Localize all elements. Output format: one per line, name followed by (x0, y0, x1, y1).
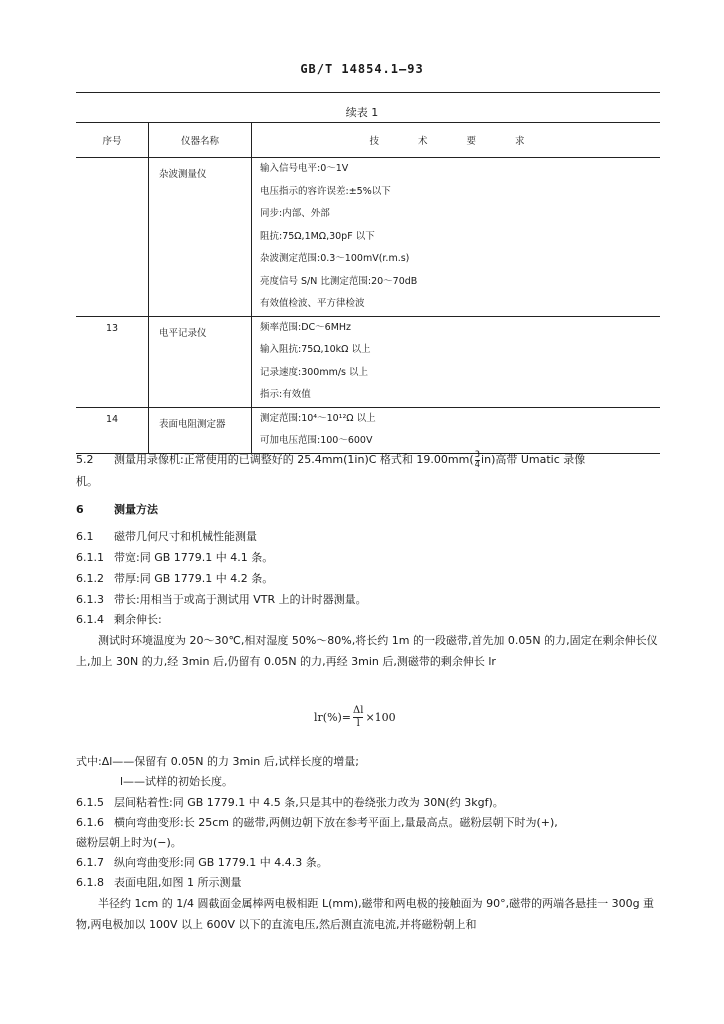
requirement-line: 输入阻抗:75Ω,10kΩ 以上 (260, 344, 371, 355)
header-rule (76, 92, 660, 93)
section-6-1-7: 6.1.7 纵向弯曲变形:同 GB 1779.1 中 4.4.3 条。 (76, 856, 328, 869)
requirement-line: 输入信号电平:0～1V (260, 163, 349, 174)
section-6-1-8-paragraph: 半径约 1cm 的 1/4 圆截面金属棒两电极相距 L(mm),磁带和两电极的接触面为 90°,磁带的两端各悬挂一 300g 重物,两电极加以 100V 以上 600V 以下的直流电压,然后测直流电流,并将磁粉朝上和 (76, 897, 655, 931)
row-no: 13 (76, 316, 149, 407)
requirement-line: 测定范围:10⁴～10¹²Ω 以上 (260, 412, 376, 424)
requirement-line: 电压指示的容许误差:±5%以下 (260, 185, 391, 197)
col-header-no: 序号 (76, 123, 149, 158)
requirement-line: 频率范围:DC～6MHz (260, 321, 352, 333)
paragraph-5-2-cont: 机。 (76, 475, 98, 488)
section-6-1-heading: 6.1 磁带几何尺寸和机械性能测量 (76, 530, 257, 543)
table-header-row (76, 123, 660, 158)
section-6-1-2: 6.1.2 带厚:同 GB 1779.1 中 4.2 条。 (76, 572, 274, 585)
section-6-1-8: 6.1.8 表面电阻,如图 1 所示测量 (76, 876, 242, 889)
spec-table (76, 122, 660, 454)
requirement-line: 杂波测定范围:0.3～100mV(r.m.s) (260, 253, 410, 264)
requirement-line: 可加电压范围:100～600V (260, 435, 373, 446)
requirement-line: 同步:内部、外部 (260, 208, 330, 219)
section-6-1-4: 6.1.4 剩余伸长: (76, 613, 162, 626)
table-row (76, 407, 660, 453)
table-title: 续表 1 (345, 106, 379, 119)
requirement-line: 阻抗:75Ω,1MΩ,30pF 以下 (260, 230, 375, 242)
row-no: 14 (76, 407, 149, 453)
requirement-line: 有效值检波、平方律检波 (260, 298, 365, 309)
row-name: 表面电阻测定器 (149, 407, 252, 453)
row-no (76, 158, 149, 317)
row-requirements (252, 158, 661, 317)
table-row (76, 158, 660, 317)
row-requirements (252, 407, 661, 453)
section-6-1-5: 6.1.5 层间粘着性:同 GB 1779.1 中 4.5 条,只是其中的卷绕张力改为 30N(约 3kgf)。 (76, 796, 504, 809)
section-6-1-4-paragraph: 测试时环境温度为 20～30℃,相对湿度 50%～80%,将长约 1m 的一段磁带,首先加 0.05N 的力,固定在剩余伸长仪上,加上 30N 的力,经 3min 后,仍留有 0.05N 的力,再经 3min 后,测磁带的剩余伸长 lr (76, 634, 658, 668)
col-header-name: 仪器名称 (149, 123, 252, 158)
section-6-1-1: 6.1.1 带宽:同 GB 1779.1 中 4.1 条。 (76, 551, 274, 564)
row-name: 杂波测量仪 (149, 158, 252, 317)
where-line-2: l——试样的初始长度。 (120, 775, 234, 788)
row-requirements (252, 316, 661, 407)
section-6-1-3: 6.1.3 带长:用相当于或高于测试用 VTR 上的计时器测量。 (76, 593, 367, 606)
section-6-1-6: 6.1.6 横向弯曲变形:长 25cm 的磁带,两侧边朝下放在参考平面上,量最高点。磁粉层朝下时为(+), (76, 816, 558, 829)
paragraph-5-2: 5.2 测量用录像机:正常使用的已调整好的 25.4mm(1in)C 格式和 19.00mm( $\frac{3}{4}$ in)高带 Umatic 录像 (76, 449, 586, 470)
section-6-heading: 6 测量方法 (76, 503, 158, 516)
table-row (76, 316, 660, 407)
requirement-line: 亮度信号 S/N 比测定范围:20～70dB (260, 275, 418, 287)
elongation-formula: lr(%)= $\frac{\Delta l}{l}$ ×100 (314, 705, 396, 729)
requirement-line: 记录速度:300mm/s 以上 (260, 366, 369, 378)
fraction: $\frac{3}{4}$ (474, 449, 481, 470)
requirement-line: 指示:有效值 (260, 389, 311, 400)
where-line-1: 式中:Δl——保留有 0.05N 的力 3min 后,试样长度的增量; (76, 755, 359, 768)
standard-header: GB/T 14854.1—93 (300, 62, 424, 76)
formula-fraction: $\frac{\Delta l}{l}$ (353, 705, 364, 729)
row-name: 电平记录仪 (149, 316, 252, 407)
col-header-requirements: 技 术 要 求 (252, 123, 661, 158)
section-6-1-6-cont: 磁粉层朝上时为(−)。 (76, 836, 182, 849)
